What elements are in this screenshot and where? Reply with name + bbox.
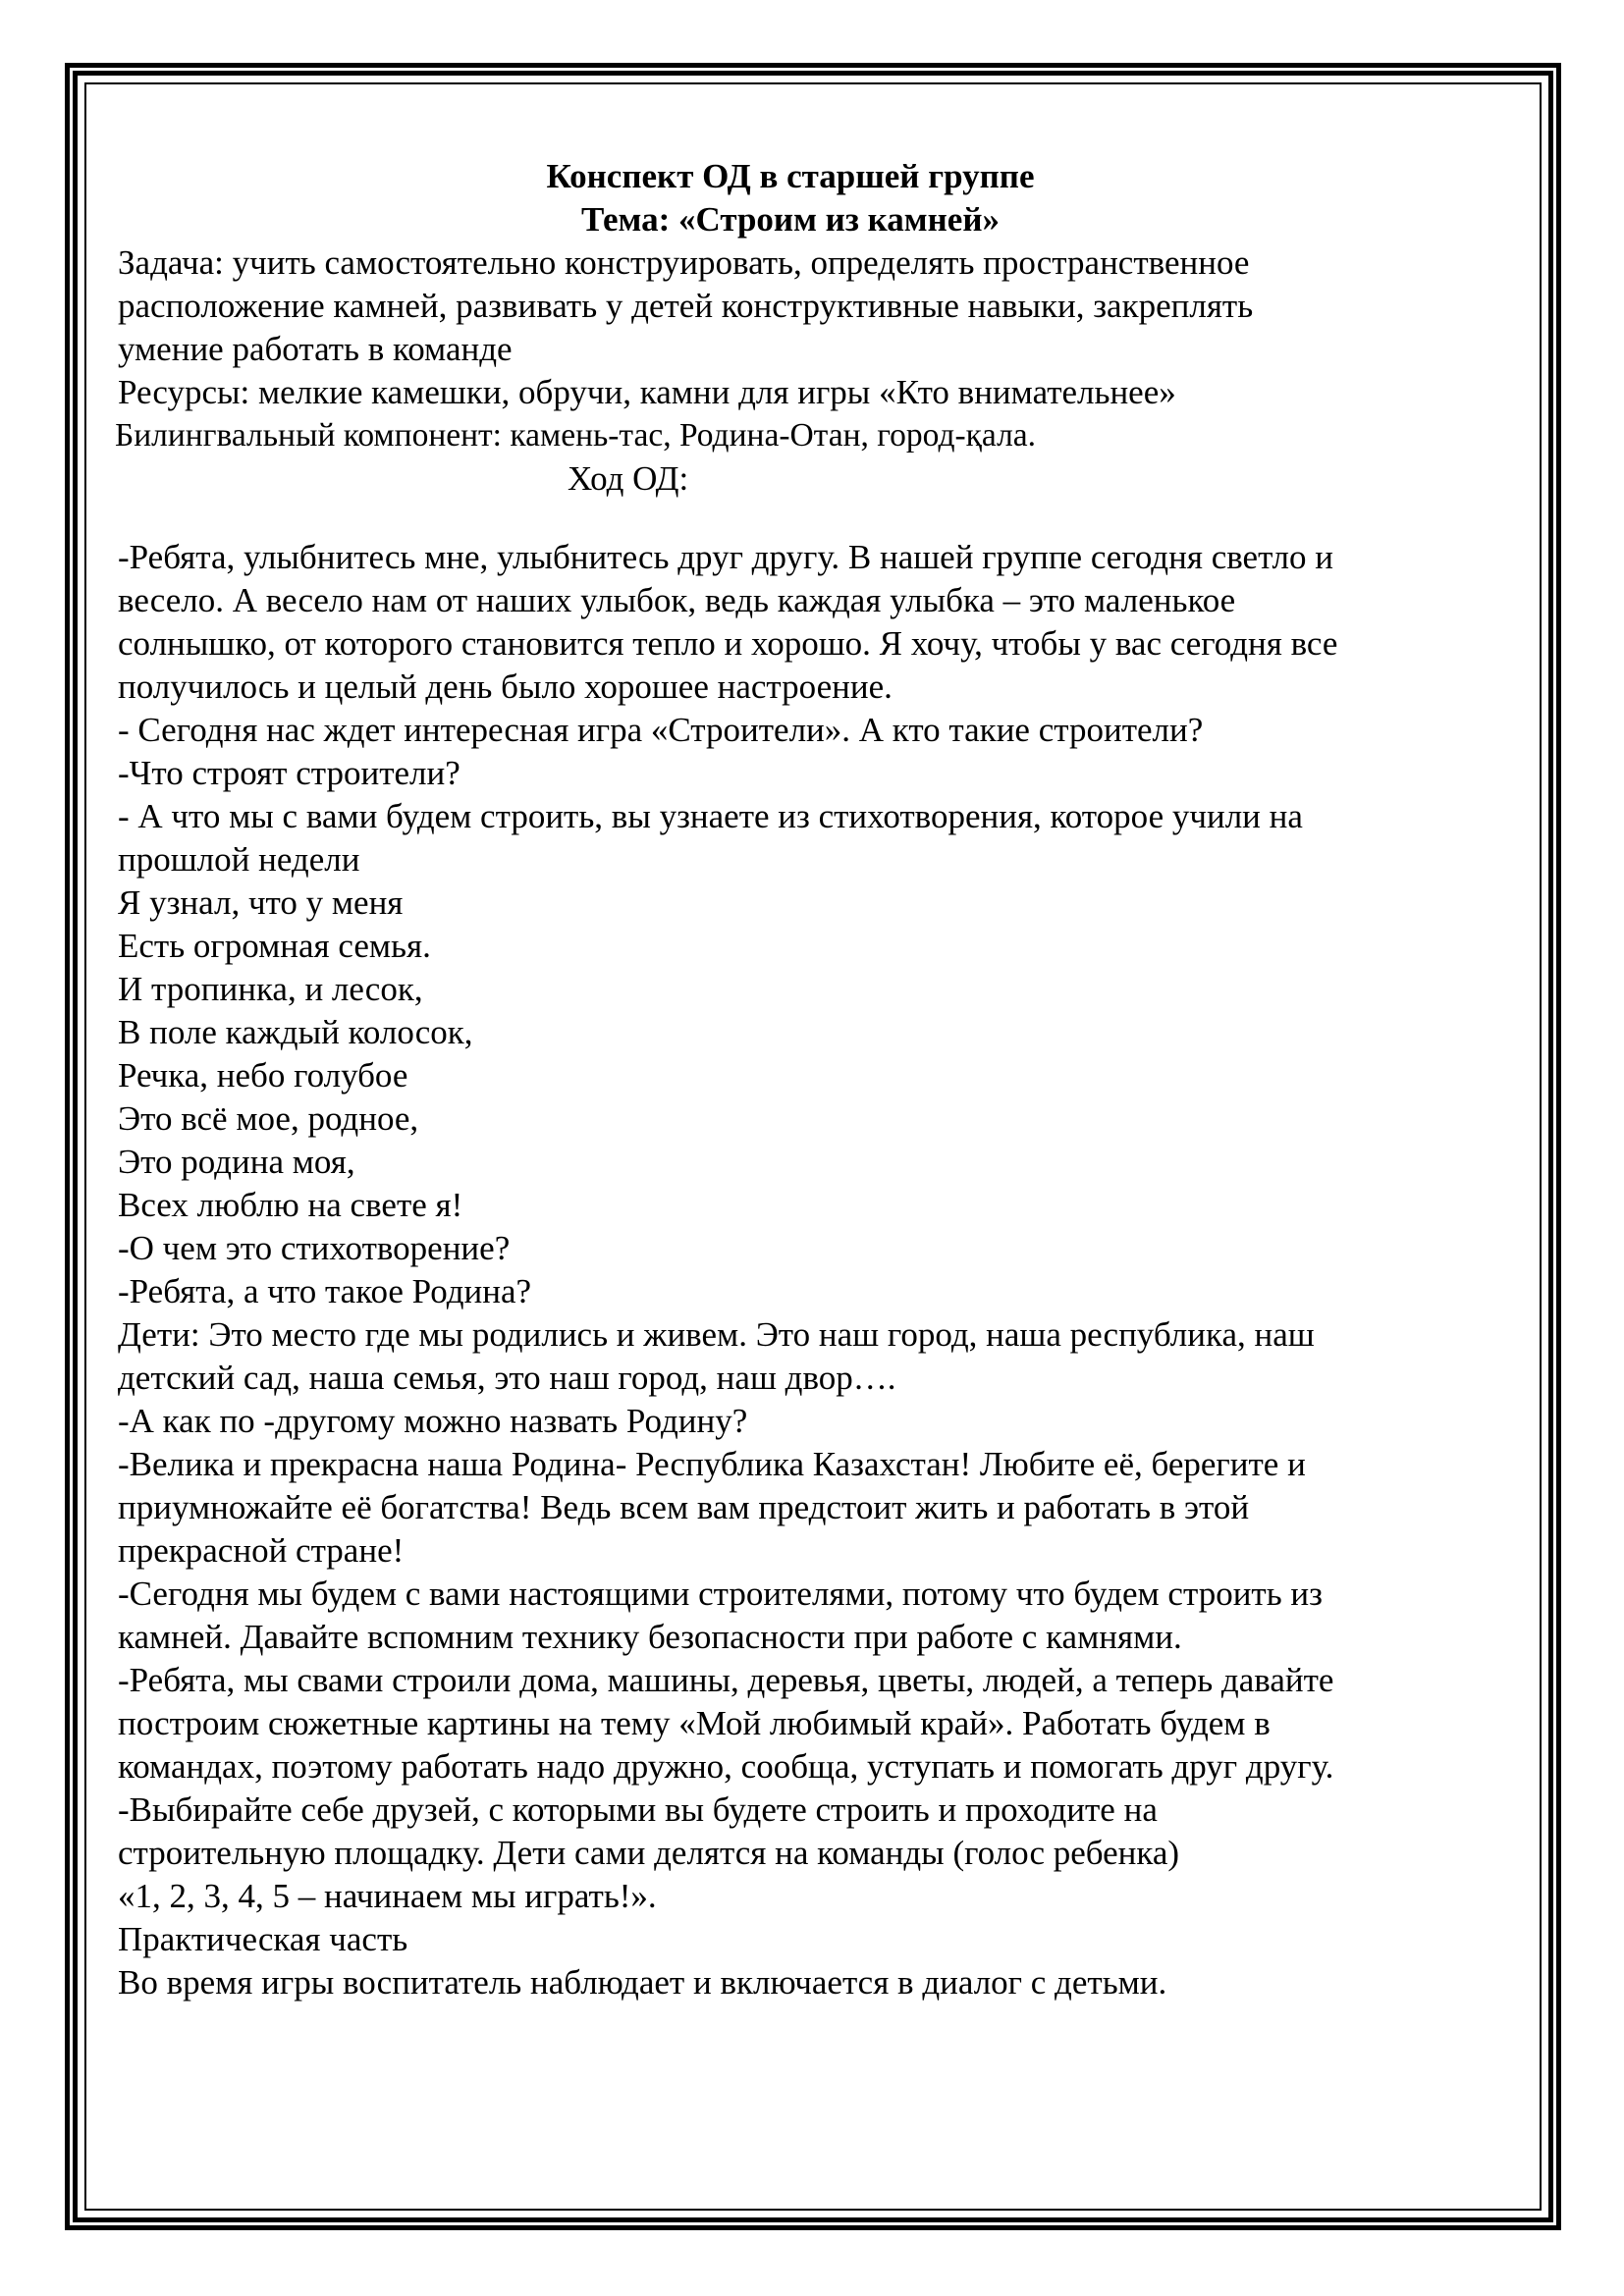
body-line: Дети: Это место где мы родились и живем. Это наш город, наша республика, наш (118, 1315, 1315, 1354)
body-line: Речка, небо голубое (118, 1056, 408, 1095)
body-line: Практическая часть (118, 1920, 408, 1958)
paragraph-gap (118, 501, 1532, 536)
body-line: весело. А весело нам от наших улыбок, ведь каждая улыбка – это маленькое (118, 581, 1236, 619)
document-content (115, 155, 1532, 2004)
task-line: Задача: учить самостоятельно конструировать, определять пространственное (118, 243, 1250, 282)
body-line: -Ребята, а что такое Родина? (118, 1272, 532, 1310)
body-line: солнышко, от которого становится тепло и хорошо. Я хочу, чтобы у вас сегодня все (118, 624, 1338, 663)
body-line: прошлой недели (118, 840, 360, 879)
body-line: -Что строят строители? (118, 754, 460, 792)
body-line: -А как по -другому можно назвать Родину? (118, 1402, 748, 1440)
body-line: камней. Давайте вспомним технику безопасности при работе с камнями. (118, 1618, 1182, 1656)
body-line: получилось и целый день было хорошее настроение. (118, 667, 893, 706)
lesson-body (118, 536, 1532, 2004)
body-line: И тропинка, и лесок, (118, 970, 423, 1008)
body-line: -Выбирайте себе друзей, с которыми вы будете строить и проходите на (118, 1790, 1158, 1829)
body-line: Есть огромная семья. (118, 927, 431, 965)
body-line: -Велика и прекрасна наша Родина- Республика Казахстан! Любите её, берегите и (118, 1445, 1306, 1483)
body-line: Это родина моя, (118, 1143, 355, 1181)
task-line: расположение камней, развивать у детей конструктивные навыки, закреплять (118, 287, 1254, 325)
section-heading: Ход ОД: (568, 459, 689, 498)
body-line: -Ребята, мы свами строили дома, машины, деревья, цветы, людей, а теперь давайте (118, 1661, 1334, 1699)
task-line: умение работать в команде (118, 330, 513, 368)
body-line: приумножайте её богатства! Ведь всем вам предстоит жить и работать в этой (118, 1488, 1250, 1526)
body-line: Во время игры воспитатель наблюдает и включается в диалог с детьми. (118, 1963, 1167, 2002)
body-line: прекрасной стране! (118, 1531, 405, 1570)
body-line: Всех люблю на свете я! (118, 1186, 463, 1224)
body-line: -Сегодня мы будем с вами настоящими строителями, потому что будем строить из (118, 1575, 1323, 1613)
bilingual-component-line: Билингвальный компонент: камень-тас, Родина-Отан, город-қала. (115, 417, 1037, 454)
body-line: командах, поэтому работать надо дружно, сообща, уступать и помогать друг другу. (118, 1747, 1334, 1786)
body-line: «1, 2, 3, 4, 5 – начинаем мы играть!». (118, 1877, 657, 1915)
body-line: Я узнал, что у меня (118, 883, 404, 922)
body-line: В поле каждый колосок, (118, 1013, 473, 1051)
body-line: Это всё мое, родное, (118, 1099, 419, 1138)
document-topic: Тема: «Строим из камней» (580, 200, 1001, 239)
document-title: Конспект ОД в старшей группе (546, 157, 1035, 195)
body-line: -Ребята, улыбнитесь мне, улыбнитесь друг другу. В нашей группе сегодня светло и (118, 538, 1333, 576)
body-line: - Сегодня нас ждет интересная игра «Строители». А кто такие строители? (118, 711, 1204, 749)
body-line: -О чем это стихотворение? (118, 1229, 511, 1267)
body-line: детский сад, наша семья, это наш город, наш двор…. (118, 1359, 896, 1397)
resources-line: Ресурсы: мелкие камешки, обручи, камни для игры «Кто внимательнее» (118, 373, 1176, 411)
body-line: построим сюжетные картины на тему «Мой любимый край». Работать будем в (118, 1704, 1271, 1742)
body-line: - А что мы с вами будем строить, вы узнаете из стихотворения, которое учили на (118, 797, 1303, 835)
body-line: строительную площадку. Дети сами делятся на команды (голос ребенка) (118, 1834, 1180, 1872)
